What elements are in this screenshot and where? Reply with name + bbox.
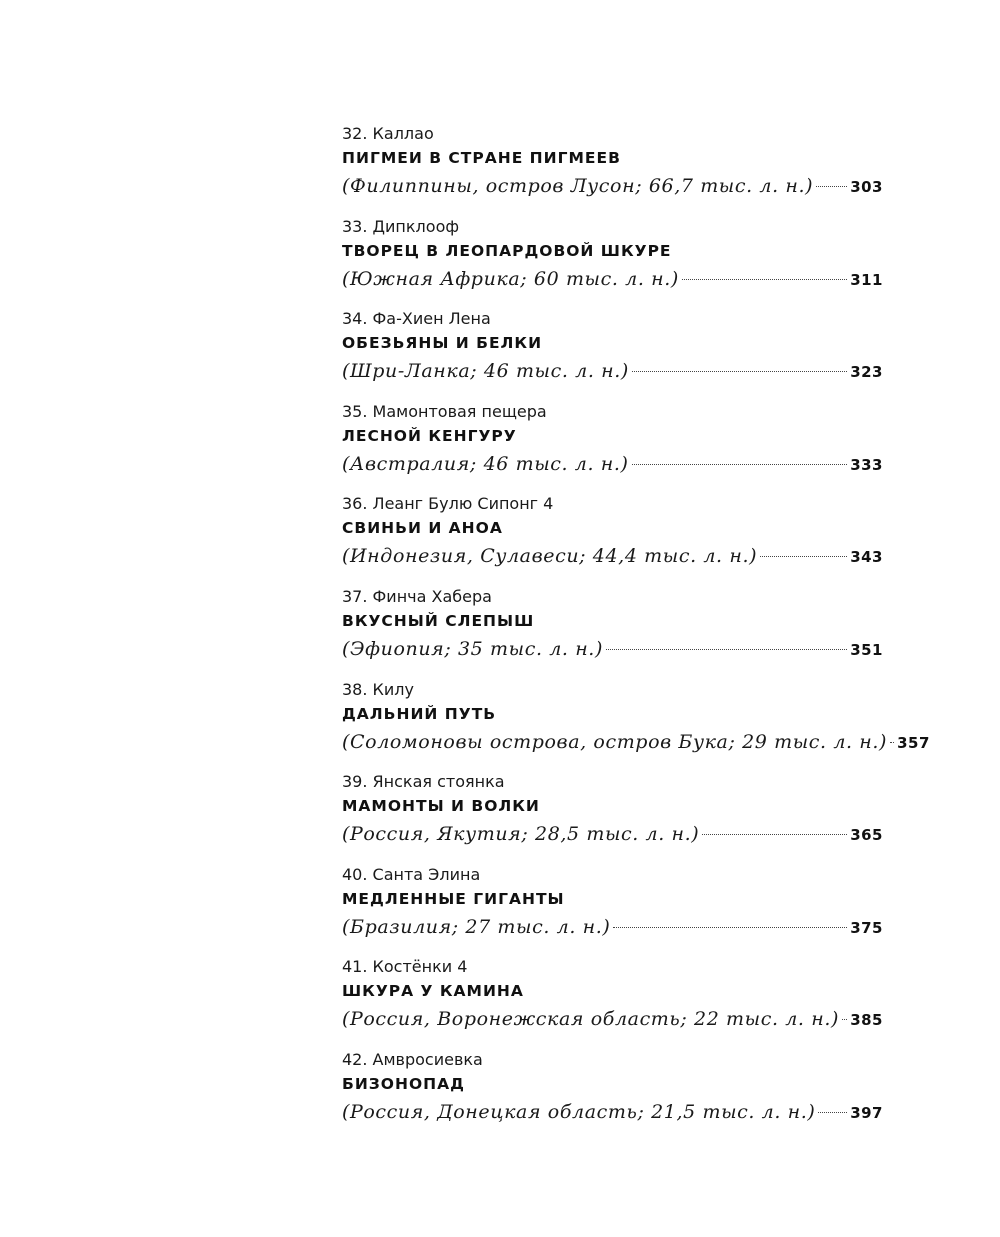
chapter-title: МАМОНТЫ И ВОЛКИ	[342, 797, 540, 816]
toc-entry[interactable]	[342, 122, 883, 215]
chapter-title: ДАЛЬНИЙ ПУТЬ	[342, 704, 497, 723]
chapter-detail-line	[342, 1098, 883, 1126]
chapter-title: МЕДЛЕННЫЕ ГИГАНТЫ	[342, 889, 565, 908]
page-number: 323	[850, 363, 883, 382]
chapter-location-date: (Бразилия; 27 тыс. л. н.)	[342, 915, 611, 938]
page-number: 333	[850, 455, 883, 474]
chapter-location-date: (Россия, Якутия; 28,5 тыс. л. н.)	[342, 823, 700, 846]
page-number: 375	[850, 918, 883, 937]
toc-entry[interactable]	[342, 955, 883, 1048]
dot-leader	[613, 927, 847, 928]
chapter-title: ПИГМЕИ В СТРАНЕ ПИГМЕЕВ	[342, 149, 621, 167]
toc-entry[interactable]	[342, 863, 883, 956]
chapter-title: ТВОРЕЦ В ЛЕОПАРДОВОЙ ШКУРЕ	[342, 241, 672, 260]
chapter-location-date: (Филиппины, остров Лусон; 66,7 тыс. л. н.)	[342, 175, 814, 197]
chapter-title: СВИНЬИ И АНОА	[342, 519, 503, 538]
dot-leader	[632, 371, 847, 372]
chapter-location-date: (Соломоновы острова, остров Бука; 29 тыс. л. н.)	[342, 730, 888, 753]
chapter-detail-line	[342, 450, 883, 478]
site-name: 34. Фа-Хиен Лена	[342, 309, 491, 329]
site-name: 35. Мамонтовая пещера	[342, 401, 547, 421]
site-name: 36. Леанг Булю Сипонг 4	[342, 494, 554, 514]
chapter-location-date: (Россия, Донецкая область; 21,5 тыс. л. н.)	[342, 1100, 816, 1123]
chapter-detail-line	[342, 542, 883, 570]
chapter-location-date: (Южная Африка; 60 тыс. л. н.)	[342, 267, 679, 290]
page-number: 351	[850, 640, 883, 659]
toc-entry[interactable]	[342, 770, 883, 863]
page-number: 303	[850, 178, 883, 196]
chapter-detail-line	[342, 635, 883, 663]
page-number: 385	[850, 1011, 883, 1030]
toc-entry[interactable]	[342, 678, 930, 771]
chapter-detail-line	[342, 820, 883, 848]
chapter-location-date: (Эфиопия; 35 тыс. л. н.)	[342, 637, 603, 660]
dot-leader	[816, 186, 847, 187]
dot-leader	[682, 279, 847, 280]
site-name: 38. Килу	[342, 679, 414, 699]
page-number: 365	[850, 826, 883, 845]
chapter-detail-line	[342, 1005, 883, 1033]
toc-entry[interactable]	[342, 400, 883, 493]
page-number: 311	[850, 270, 883, 289]
toc-entry[interactable]	[342, 492, 883, 585]
chapter-detail-line	[342, 172, 883, 200]
toc-entry[interactable]	[342, 585, 883, 678]
page-number: 397	[850, 1103, 883, 1122]
chapter-title: ОБЕЗЬЯНЫ И БЕЛКИ	[342, 334, 543, 353]
chapter-detail-line	[342, 913, 883, 941]
chapter-location-date: (Шри-Ланка; 46 тыс. л. н.)	[342, 360, 629, 383]
site-name: 33. Дипклооф	[342, 216, 460, 236]
chapter-detail-line	[342, 357, 883, 385]
site-name: 32. Каллао	[342, 124, 434, 143]
site-name: 42. Амвросиевка	[342, 1049, 483, 1069]
site-name: 39. Янская стоянка	[342, 772, 505, 792]
toc-entry[interactable]	[342, 307, 883, 400]
site-name: 40. Санта Элина	[342, 864, 481, 884]
chapter-detail-line	[342, 728, 930, 756]
chapter-location-date: (Россия, Воронежская область; 22 тыс. л. н.)	[342, 1008, 839, 1031]
chapter-location-date: (Индонезия, Сулавеси; 44,4 тыс. л. н.)	[342, 545, 758, 568]
site-name: 37. Финча Хабера	[342, 586, 492, 606]
chapter-title: ВКУСНЫЙ СЛЕПЫШ	[342, 611, 535, 630]
dot-leader	[760, 556, 847, 557]
page-number: 343	[850, 548, 883, 567]
dot-leader	[890, 742, 894, 743]
chapter-detail-line	[342, 265, 883, 293]
dot-leader	[842, 1019, 847, 1020]
dot-leader	[702, 834, 847, 835]
chapter-title: БИЗОНОПАД	[342, 1074, 465, 1093]
chapter-location-date: (Австралия; 46 тыс. л. н.)	[342, 452, 629, 475]
site-name: 41. Костёнки 4	[342, 957, 468, 977]
toc-entry[interactable]	[342, 1048, 883, 1141]
table-of-contents	[342, 122, 930, 1141]
page-number: 357	[897, 733, 930, 752]
toc-entry[interactable]	[342, 215, 883, 308]
dot-leader	[818, 1112, 847, 1113]
dot-leader	[606, 649, 847, 650]
chapter-title: ЛЕСНОЙ КЕНГУРУ	[342, 426, 517, 445]
dot-leader	[632, 464, 848, 465]
chapter-title: ШКУРА У КАМИНА	[342, 982, 524, 1001]
